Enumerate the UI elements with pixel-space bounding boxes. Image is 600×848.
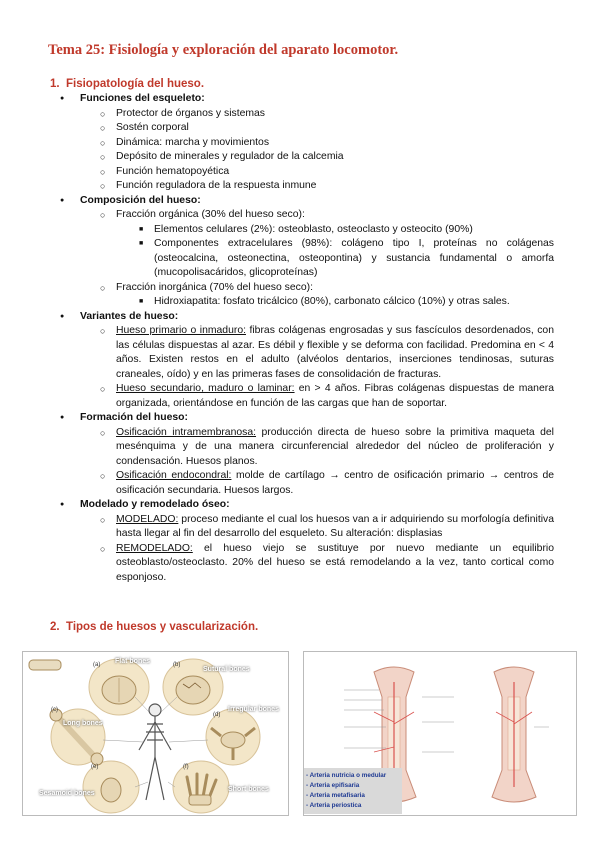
figure-letter: (d) [213,712,221,718]
list-item: ○ Fracción inorgánica (70% del hueso seco): [48,281,554,296]
section-number: 2. [50,621,60,633]
legend-item: - Arteria nutricia o medular [306,772,387,779]
term: Osificación intramembranosa: [116,426,257,438]
legend-item: - Arteria epifisaria [306,782,360,789]
list-item [48,426,554,470]
definition: en > 4 años. Fibras colágenas dispuestas de manera organizada, orientándose en función de las cargas que han de soportar. [116,383,554,409]
legend-item: - Arteria metafisaria [306,792,365,799]
list-subitem: ■ Componentes extracelulares (98%): colágeno tipo I, proteínas no colágenas (osteocalcina, osteonectina, osteopontina) y sustancia fundamental o amorfa (mucopolisacáridos, glicoproteínas) [48,237,554,281]
definition: fibras colágenas engrosadas y sus fascículos desordenados, con las células dispuestas al azar. Es débil y flexible y se deforma con facilidad. Predomina en < 4 años. Existen restos en el adulto (alvéolos dentarios, inserciones tendinosas, suturas craneales, oído) y en las primeras fases de consolidación de fracturas. [116,325,554,380]
section-title: Fisiopatología del hueso. [66,78,205,90]
list-item: ○ Fracción orgánica (30% del hueso seco): [48,208,554,223]
section-title: Tipos de huesos y vascularización. [66,621,259,633]
list-item [48,382,554,411]
section-1-body [48,92,554,585]
definition: producción directa de hueso sobre la primitiva maqueta del mesénquima y de una manera circunferencial alrededor del núcleo de proliferación y condensación. Huesos planos. [116,426,554,467]
figure-letter: (a) [93,662,101,668]
definition: proceso mediante el cual los huesos van a ir adquiriendo su morfología definitiva hasta llegar al fin del desarrollo del esqueleto. Su alteración: displasias [116,513,554,539]
list-item: ○ Dinámica: marcha y movimientos [48,136,554,151]
list-subitem: ■ Hidroxiapatita: fosfato tricálcico (80%), carbonato cálcico (10%) y otras sales. [48,295,554,310]
term: REMODELADO: [116,542,193,554]
figure-letter: (b) [173,662,181,668]
label-short-bones: Short bones [228,786,269,793]
list-item [48,469,554,498]
label-irregular-bones: Irregular bones [228,706,279,713]
list-item: ○ Sostén corporal [48,121,554,136]
vascularization-legend [304,768,402,814]
legend-item: - Arteria periostica [306,802,362,809]
label-long-bones: Long bones [63,720,103,727]
list-item: ○ Protector de órganos y sistemas [48,107,554,122]
list-item [48,542,554,586]
bone-types-figure [22,651,289,816]
term: Hueso primario o inmaduro: [116,325,246,336]
section-number: 1. [50,78,60,90]
group-heading-composicion: ● Composición del hueso: [48,194,554,209]
figure-letter: (f) [183,764,189,770]
label-sutural-bones: Sutural bones [203,666,250,673]
list-item: ○ Depósito de minerales y regulador de la calcemia [48,150,554,165]
group-heading-variantes: ● Variantes de hueso: [48,310,554,325]
definition: molde de cartílago → centro de osificación primario → centros de osificación secundaria. Huesos largos. [116,470,555,496]
group-heading-formacion: ● Formación del hueso: [48,411,554,426]
list-subitem: ■ Elementos celulares (2%): osteoblasto, osteoclasto y osteocito (90%) [48,223,554,238]
figure-letter: (e) [91,764,99,770]
section-heading-2 [50,621,258,633]
group-heading-modelado: ● Modelado y remodelado óseo: [48,498,554,513]
figure-letter: (c) [51,707,58,713]
term: Osificación endocondral: [116,470,232,481]
section-heading-1 [50,78,204,90]
label-flat-bones: Flat bones [115,658,151,665]
list-item: ○ Función hematopoyética [48,165,554,180]
group-heading-funciones: ● Funciones del esqueleto: [48,92,554,107]
list-item: ○ Función reguladora de la respuesta inmune [48,179,554,194]
page-title: Tema 25: Fisiología y exploración del aparato locomotor. [48,42,399,58]
list-item [48,513,554,542]
definition: el hueso viejo se sustituye por nuevo mediante un equilibrio osteoblasto/osteoclasto. 20% del hueso se está remodelando a la vez, tanto cortical como esponjoso. [116,542,554,583]
term: Hueso secundario, maduro o laminar: [116,383,295,394]
term: MODELADO: [116,513,179,525]
list-item [48,324,554,382]
label-sesamoid-bones: Sesamoid bones [39,790,95,797]
